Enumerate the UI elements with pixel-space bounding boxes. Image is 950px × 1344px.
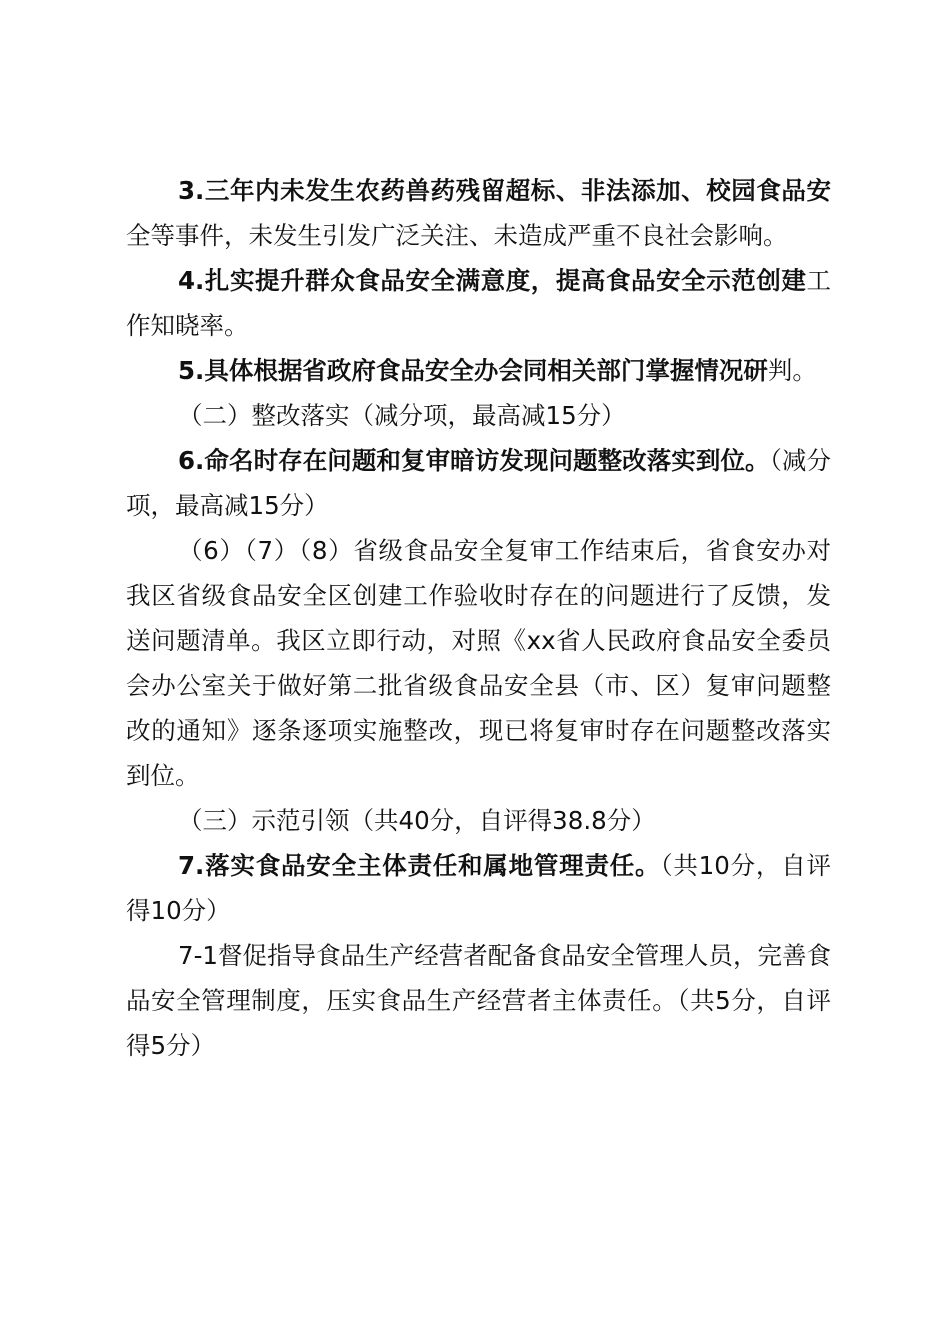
- paragraph-item-6-detail: （6）（7）（8）省级食品安全复审工作结束后，省食安办对我区省级食品安全区创建工作验收时存在的问题进行了反馈，发送问题清单。我区立即行动，对照《xx省人民政府食品安全委员会办公室关于做好第二批省级食品安全县（市、区）复审问题整改的通知》逐条逐项实施整改，现已将复审时存在问题整改落实到位。: [126, 536, 831, 790]
- item-3-heading: 3.三年内未发生农药兽药残留超标、非法添加、校园食品安: [178, 176, 831, 205]
- item-7-text: （共10分，自评得10分）: [126, 851, 831, 925]
- item-5-heading: 5.具体根据省政府食品安全办会同相关部门掌握情况研: [178, 356, 768, 385]
- section-2-heading: （二）整改落实（减分项，最高减15分）: [178, 401, 626, 430]
- paragraph-item-4: [126, 258, 831, 348]
- item-4-heading: 4.扎实提升群众食品安全满意度，提高食品安全示范创建: [178, 266, 807, 295]
- paragraph-item-5: [126, 348, 831, 393]
- paragraph-item-7: [126, 843, 831, 933]
- item-6-text: （减分项，最高减15分）: [126, 446, 832, 520]
- item-3-text: 全等事件，未发生引发广泛关注、未造成严重不良社会影响。: [126, 221, 788, 250]
- item-7-heading: 7.落实食品安全主体责任和属地管理责任。: [178, 851, 661, 880]
- section-3-heading: （三）示范引领（共40分，自评得38.8分）: [178, 806, 656, 835]
- item-5-text: 判。: [767, 356, 817, 385]
- paragraph-item-6: [126, 438, 831, 528]
- paragraph-item-7-1: 7-1督促指导食品生产经营者配备食品安全管理人员，完善食品安全管理制度，压实食品生产经营者主体责任。（共5分，自评得5分）: [126, 941, 831, 1060]
- paragraph-item-3: [126, 168, 831, 258]
- item-6-heading: 6.命名时存在问题和复审暗访发现问题整改落实到位。: [178, 446, 770, 475]
- item-4-text: 工作知晓率。: [126, 266, 831, 340]
- document-page: [126, 168, 831, 1068]
